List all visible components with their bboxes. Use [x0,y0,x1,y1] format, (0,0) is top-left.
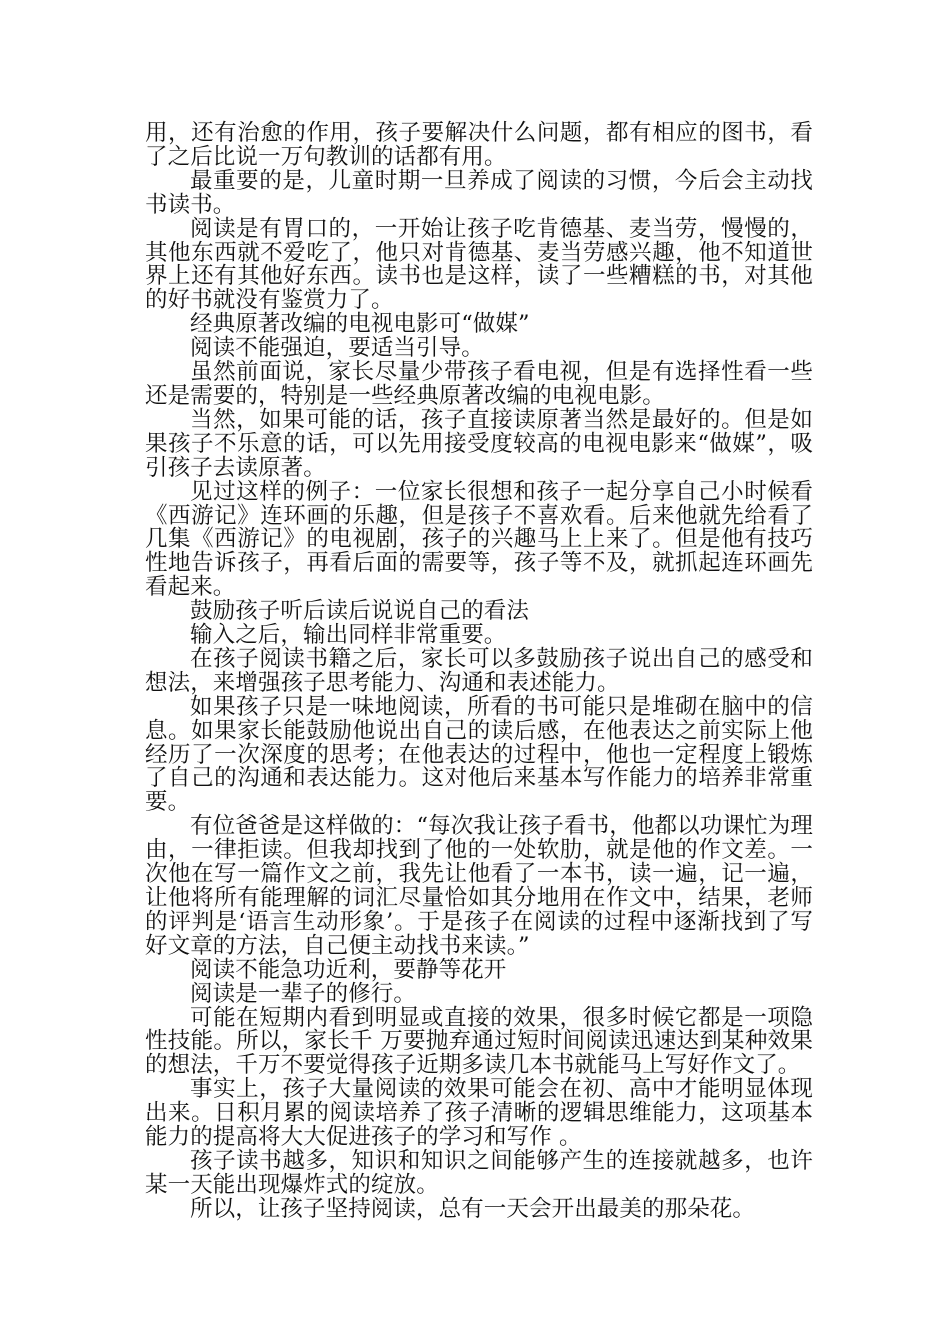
paragraph: 阅读是有胃口的，一开始让孩子吃肯德基、麦当劳，慢慢的，其他东西就不爱吃了，他只对肯德基、麦当劳感兴趣，他不知道世界上还有其他好东西。读书也是这样，读了一些糟糕的书，对其他的好书就没有鉴赏力了。 [145,215,813,314]
paragraph: 阅读不能急功近利，要静等花开 [190,956,507,983]
paragraph: 如果孩子只是一味地阅读，所看的书可能只是堆砌在脑中的信息。如果家长能鼓励他说出自己的读后感，在他表达之前实际上他经历了一次深度的思考；在他表达的过程中，他也一定程度上锻炼了自己的沟通和表达能力。这对他后来基本写作能力的培养非常重要。 [145,693,813,816]
paragraph: 有位爸爸是这样做的：“每次我让孩子看书，他都以功课忙为理由，一律拒读。但我却找到了他的一处软肋，就是他的作文差。一次他在写一篇作文之前，我先让他看了一本书，读一遍，记一遍，让他将所有能理解的词汇尽量恰如其分地用在作文中，结果，老师的评判是‘语言生动形象’。于是孩子在阅读的过程中逐渐找到了写好文章的方法，自己便主动找书来读。” [145,813,813,959]
paragraph: 鼓励孩子听后读后说说自己的看法 [190,598,530,625]
paragraph: 当然，如果可能的话，孩子直接读原著当然是最好的。但是如果孩子不乐意的话，可以先用接受度较高的电视电影来“做媒”，吸引孩子去读原著。 [145,406,813,481]
paragraph: 虽然前面说，家长尽量少带孩子看电视，但是有选择性看一些还是需要的，特别是一些经典原著改编的电视电影。 [145,359,813,409]
paragraph: 阅读不能强迫，要适当引导。 [190,335,484,362]
article-body [145,122,813,1222]
paragraph: 事实上，孩子大量阅读的效果可能会在初、高中才能明显体现出来。日积月累的阅读培养了孩子清晰的逻辑思维能力，这项基本能力的提高将大大促进孩子的学习和写作 。 [145,1076,813,1151]
paragraph: 经典原著改编的电视电影可“做媒” [190,311,530,338]
paragraph: 在孩子阅读书籍之后，家长可以多鼓励孩子说出自己的感受和想法，来增强孩子思考能力、沟通和表述能力。 [145,645,813,696]
paragraph: 见过这样的例子：一位家长很想和孩子一起分享自己小时候看《西游记》连环画的乐趣，但是孩子不喜欢看。后来他就先给看了几集《西游记》的电视剧，孩子的兴趣马上上来了。但是他有技巧性地告诉孩子，再看后面的需要等，孩子等不及，就抓起连环画先看起来。 [145,478,813,601]
paragraph: 最重要的是，儿童时期一旦养成了阅读的习惯，今后会主动找书读书。 [145,167,813,218]
paragraph: 所以，让孩子坚持阅读，总有一天会开出最美的那朵花。 [190,1195,756,1222]
paragraph: 输入之后，输出同样非常重要。 [190,622,507,649]
paragraph: 可能在短期内看到明显或直接的效果，很多时候它都是一项隐性技能。所以，家长千 万要抛弃通过短时间阅读迅速达到某种效果的想法，千万不要觉得孩子近期多读几本书就能马上写好作文了。 [145,1004,813,1079]
paragraph: 用，还有治愈的作用，孩子要解决什么问题，都有相应的图书，看了之后比说一万句教训的话都有用。 [145,120,813,170]
paragraph: 孩子读书越多，知识和知识之间能够产生的连接就越多，也许某一天能出现爆炸式的绽放。 [145,1147,813,1198]
paragraph: 阅读是一辈子的修行。 [190,980,417,1007]
